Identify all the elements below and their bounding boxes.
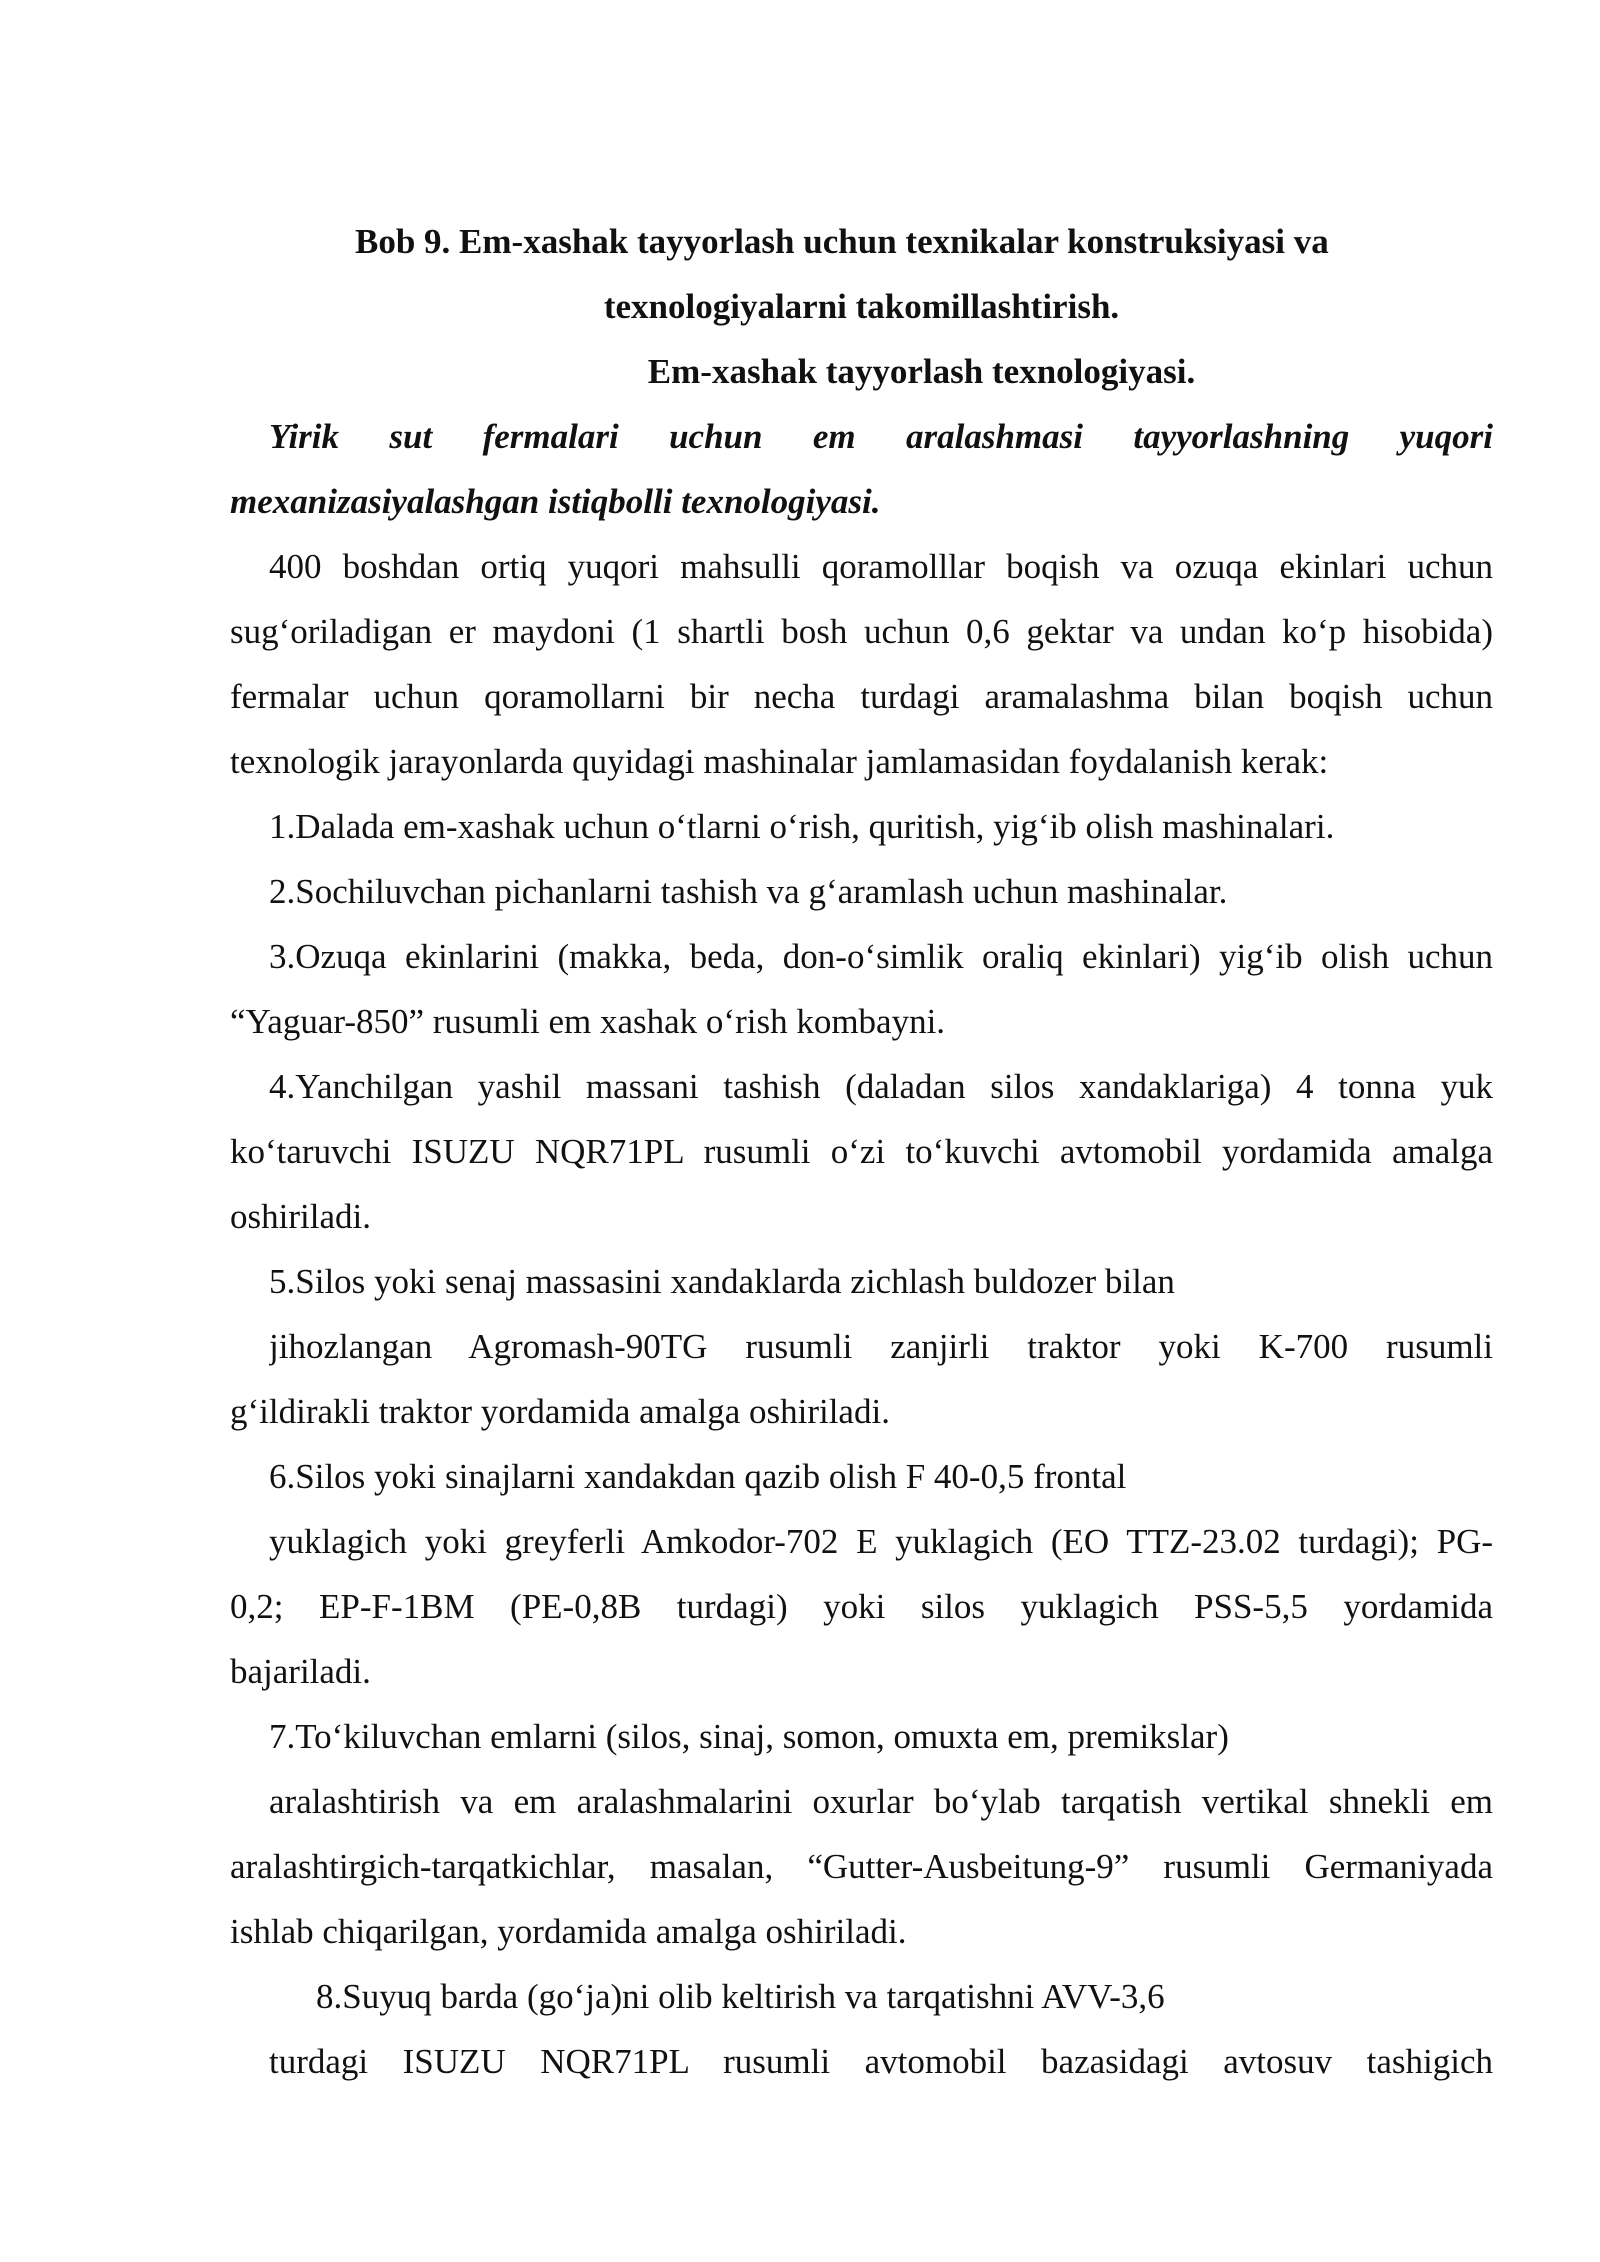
list-item-2: 2.Sochiluvchan pichanlarni tashish va g‘aramlash uchun mashinalar. [269, 872, 1228, 911]
list-item-7-cont: ishlab chiqarilgan, yordamida amalga oshiriladi. [230, 1912, 907, 1951]
list-item-5-cont: g‘ildirakli traktor yordamida amalga oshiriladi. [230, 1392, 890, 1431]
subheading-line-1: Yirik sut fermalari uchun em aralashmasi tayyorlashning yuqori [269, 417, 1493, 456]
list-item-8: 8.Suyuq barda (go‘ja)ni olib keltirish va tarqatishni AVV-3,6 [316, 1977, 1165, 2016]
list-item-4: 4.Yanchilgan yashil massani tashish (daladan silos xandaklariga) 4 tonna yuk [269, 1067, 1493, 1106]
list-item-7-cont: aralashtirish va em aralashmalarini oxurlar bo‘ylab tarqatish vertikal shnekli em [269, 1782, 1493, 1821]
body-line: texnologik jarayonlarda quyidagi mashinalar jamlamasidan foydalanish kerak: [230, 742, 1329, 781]
list-item-4-cont: oshiriladi. [230, 1197, 371, 1236]
heading-line-2: texnologiyalarni takomillashtirish. [603, 287, 1120, 326]
list-item-7: 7.To‘kiluvchan emlarni (silos, sinaj, somon, omuxta em, premikslar) [269, 1717, 1229, 1756]
list-item-6: 6.Silos yoki sinajlarni xandakdan qazib olish F 40-0,5 frontal [269, 1457, 1127, 1496]
list-item-4-cont: ko‘taruvchi ISUZU NQR71PL rusumli o‘zi to‘kuvchi avtomobil yordamida amalga [230, 1132, 1493, 1171]
subheading-line-2: mexanizasiyalashgan istiqbolli texnologiyasi. [230, 482, 881, 521]
list-item-3-cont: “Yaguar-850” rusumli em xashak o‘rish kombayni. [230, 1002, 946, 1041]
list-item-3: 3.Ozuqa ekinlarini (makka, beda, don-o‘simlik oraliq ekinlari) yig‘ib olish uchun [269, 937, 1493, 976]
list-item-1: 1.Dalada em-xashak uchun o‘tlarni o‘rish, quritish, yig‘ib olish mashinalari. [269, 807, 1335, 846]
list-item-5: 5.Silos yoki senaj massasini xandaklarda zichlash buldozer bilan [269, 1262, 1175, 1301]
heading-line-3: Em-xashak tayyorlash texnologiyasi. [647, 352, 1196, 391]
body-line: 400 boshdan ortiq yuqori mahsulli qoramolllar boqish va ozuqa ekinlari uchun [269, 547, 1493, 586]
list-item-6-cont: yuklagich yoki greyferli Amkodor-702 E yuklagich (EO TTZ-23.02 turdagi); PG- [269, 1522, 1493, 1561]
list-item-5-cont: jihozlangan Agromash-90TG rusumli zanjirli traktor yoki K-700 rusumli [269, 1327, 1493, 1366]
list-item-6-cont: 0,2; EP-F-1BM (PE-0,8B turdagi) yoki silos yuklagich PSS-5,5 yordamida [230, 1587, 1493, 1626]
body-line: fermalar uchun qoramollarni bir necha turdagi aramalashma bilan boqish uchun [230, 677, 1493, 716]
list-item-8-cont: turdagi ISUZU NQR71PL rusumli avtomobil bazasidagi avtosuv tashigich [269, 2042, 1493, 2081]
heading-line-1: Bob 9. Em-xashak tayyorlash uchun texnikalar konstruksiyasi va [355, 222, 1329, 261]
list-item-6-cont: bajariladi. [230, 1652, 371, 1691]
list-item-7-cont: aralashtirgich-tarqatkichlar, masalan, “Gutter-Ausbeitung-9” rusumli Germaniyada [230, 1847, 1493, 1886]
body-line: sug‘oriladigan er maydoni (1 shartli bosh uchun 0,6 gektar va undan ko‘p hisobida) [230, 612, 1493, 651]
